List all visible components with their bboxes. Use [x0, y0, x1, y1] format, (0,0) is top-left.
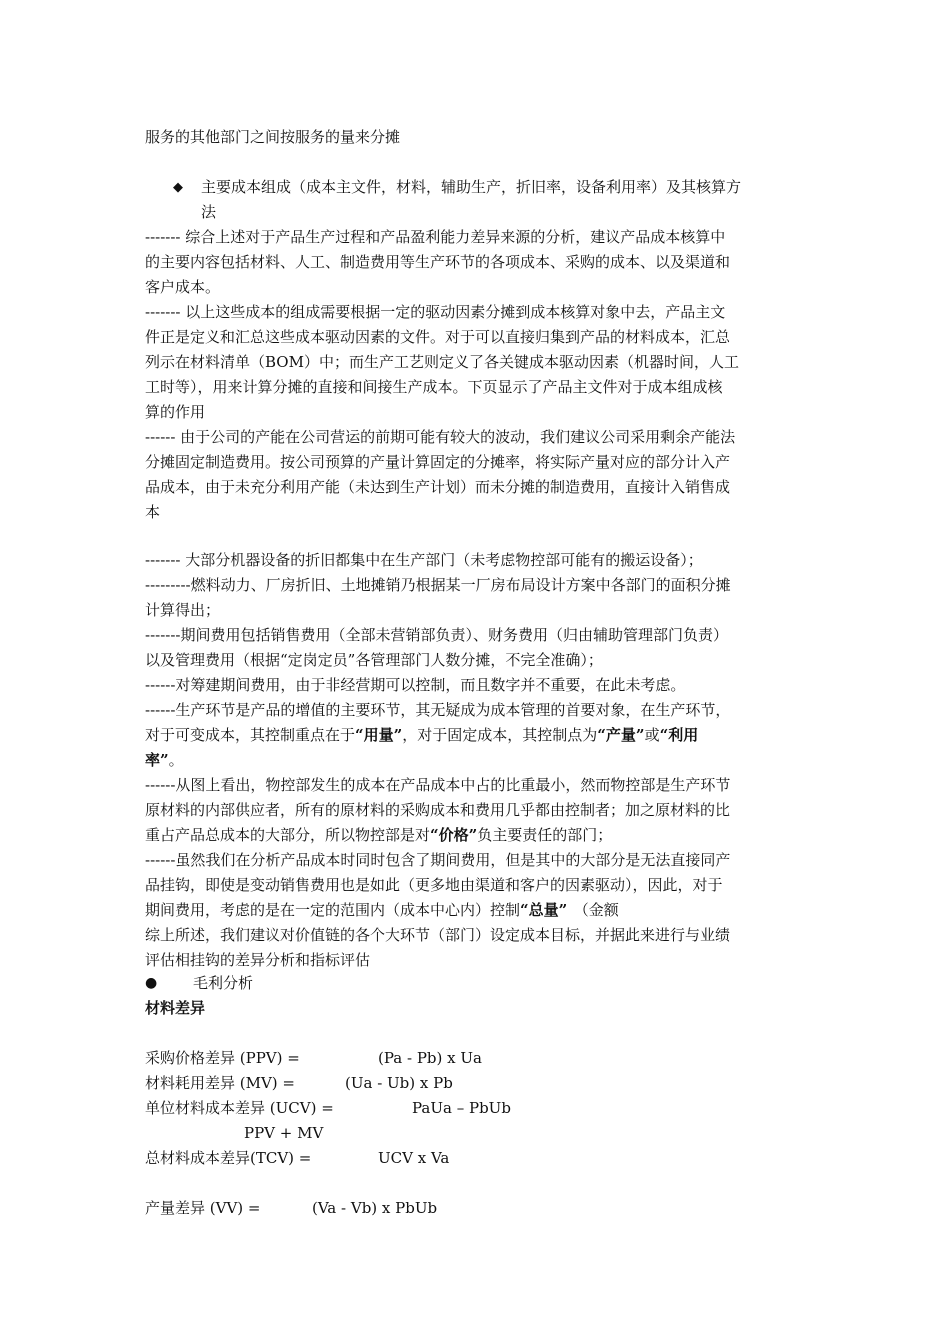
para7-line-1: ------对筹建期间费用，由于非经营期可以控制，而且数字并不重要，在此未考虑。: [145, 676, 686, 694]
para3-line-4: 本: [145, 503, 161, 521]
para2-line-1: ------- 以上这些成本的组成需要根据一定的驱动因素分摊到成本核算对象中去，产品主文: [145, 303, 726, 321]
tcv-label: 总材料成本差异(TCV) =: [145, 1149, 312, 1167]
para2-line-5: 算的作用: [145, 403, 206, 421]
para10-text-a: 期间费用，考虑的是在一定的范围内（成本中心内）控制: [145, 901, 521, 919]
para3-line-3: 品成本，由于未充分利用产能（未达到生产计划）而未分摊的制造费用，直接计入销售成: [145, 478, 731, 496]
ucv-formula: PaUa – PbUb: [412, 1099, 511, 1117]
para10-text-c: （金额: [581, 901, 619, 919]
bullet1-line-1: 主要成本组成（成本主文件，材料，辅助生产，折旧率，设备利用率）及其核算方: [201, 178, 742, 196]
para9-line-1: ------从图上看出，物控部发生的成本在产品成本中占的比重最小，然而物控部是生产环节: [145, 776, 731, 794]
circle-bullet-icon: ●: [145, 975, 158, 991]
para10-emphasis-total: “总量”: [520, 901, 568, 919]
para8-line-2: [145, 723, 810, 748]
bullet1-line-2: 法: [201, 203, 217, 221]
para8-emphasis-output: “产量”: [597, 726, 645, 744]
para1-line-1: ------- 综合上述对于产品生产过程和产品盈利能力差异来源的分析，建议产品成本核算中: [145, 228, 726, 246]
ucv-label: 单位材料成本差异 (UCV) =: [145, 1099, 334, 1117]
mv-label: 材料耗用差异 (MV) =: [145, 1074, 296, 1092]
para8-text-c: ，对于固定成本，其控制点为: [402, 726, 598, 744]
para10-line-2: 品挂钩，即使是变动销售费用也是如此（更多地由渠道和客户的因素驱动），因此，对于: [145, 876, 723, 894]
para10-line-1: ------虽然我们在分析产品成本时同时包含了期间费用，但是其中的大部分是无法直接同产: [145, 851, 731, 869]
diamond-bullet-icon: ◆: [173, 180, 183, 195]
para9-emphasis-price: “价格”: [430, 826, 478, 844]
para1-line-2: 的主要内容包括材料、人工、制造费用等生产环节的各项成本、采购的成本、以及渠道和: [145, 253, 731, 271]
para5-line-1: ---------燃料动力、厂房折旧、土地摊销乃根据某一厂房布局设计方案中各部门的面积分摊: [145, 576, 731, 594]
para1-line-3: 客户成本。: [145, 278, 221, 296]
para8-emphasis-rate: 率”: [145, 751, 169, 769]
vv-formula: (Va - Vb) x PbUb: [312, 1199, 438, 1217]
para8-line-3: [145, 748, 810, 773]
para5-line-2: 计算得出；: [145, 601, 221, 619]
para9-line-3: [145, 823, 810, 848]
vv-label: 产量差异 (VV) =: [145, 1199, 261, 1217]
para9-text-c: 负主要责任的部门；: [477, 826, 613, 844]
para9-text-a: 重占产品总成本的大部分，所以物控部是对: [145, 826, 431, 844]
intro-text: 服务的其他部门之间按服务的量来分摊: [145, 128, 401, 146]
para8-text-e: 或: [644, 726, 660, 744]
para3-line-2: 分摊固定制造费用。按公司预算的产量计算固定的分摊率，将实际产量对应的部分计入产: [145, 453, 731, 471]
para8-text-end: 。: [168, 751, 184, 769]
summary-line-2: 评估相挂钩的差异分析和指标评估: [145, 951, 371, 969]
summary-line-1: 综上所述，我们建议对价值链的各个大环节（部门）设定成本目标，并据此来进行与业绩: [145, 926, 731, 944]
para3-line-1: ------ 由于公司的产能在公司营运的前期可能有较大的波动，我们建议公司采用剩余产能法: [145, 428, 736, 446]
para2-line-4: 工时等），用来计算分摊的直接和间接生产成本。下页显示了产品主文件对于成本组成核: [145, 378, 723, 396]
para9-line-2: 原材料的内部供应者，所有的原材料的采购成本和费用几乎都由控制者；加之原材料的比: [145, 801, 731, 819]
para2-line-3: 列示在材料清单（BOM）中；而生产工艺则定义了各关键成本驱动因素（机器时间，人工: [145, 353, 739, 371]
para8-emphasis-usage: “用量”: [355, 726, 403, 744]
para8-line-1: ------生产环节是产品的增值的主要环节，其无疑成为成本管理的首要对象，在生产环节，: [145, 701, 731, 719]
para10-line-3: [145, 898, 810, 923]
bullet2-text: 毛利分析: [193, 974, 254, 992]
para4-line-1: ------- 大部分机器设备的折旧都集中在生产部门（未考虑物控部可能有的搬运设备）；: [145, 551, 703, 569]
ppv-formula: (Pa - Pb) x Ua: [378, 1049, 482, 1067]
mv-formula: (Ua - Ub) x Pb: [345, 1074, 453, 1092]
ppv-label: 采购价格差异 (PPV) =: [145, 1049, 300, 1067]
para8-text-a: 对于可变成本，其控制重点在于: [145, 726, 356, 744]
ucv-sum-formula: PPV + MV: [244, 1124, 324, 1142]
section-heading: 材料差异: [145, 999, 206, 1017]
tcv-formula: UCV x Va: [378, 1149, 450, 1167]
para8-emphasis-utilization: “利用: [659, 726, 699, 744]
para6-line-2: 以及管理费用（根据“定岗定员”各管理部门人数分摊，不完全准确）；: [145, 651, 603, 669]
para6-line-1: -------期间费用包括销售费用（全部未营销部负责）、财务费用（归由辅助管理部门负责）: [145, 626, 728, 644]
para2-line-2: 件正是定义和汇总这些成本驱动因素的文件。对于可以直接归集到产品的材料成本，汇总: [145, 328, 731, 346]
